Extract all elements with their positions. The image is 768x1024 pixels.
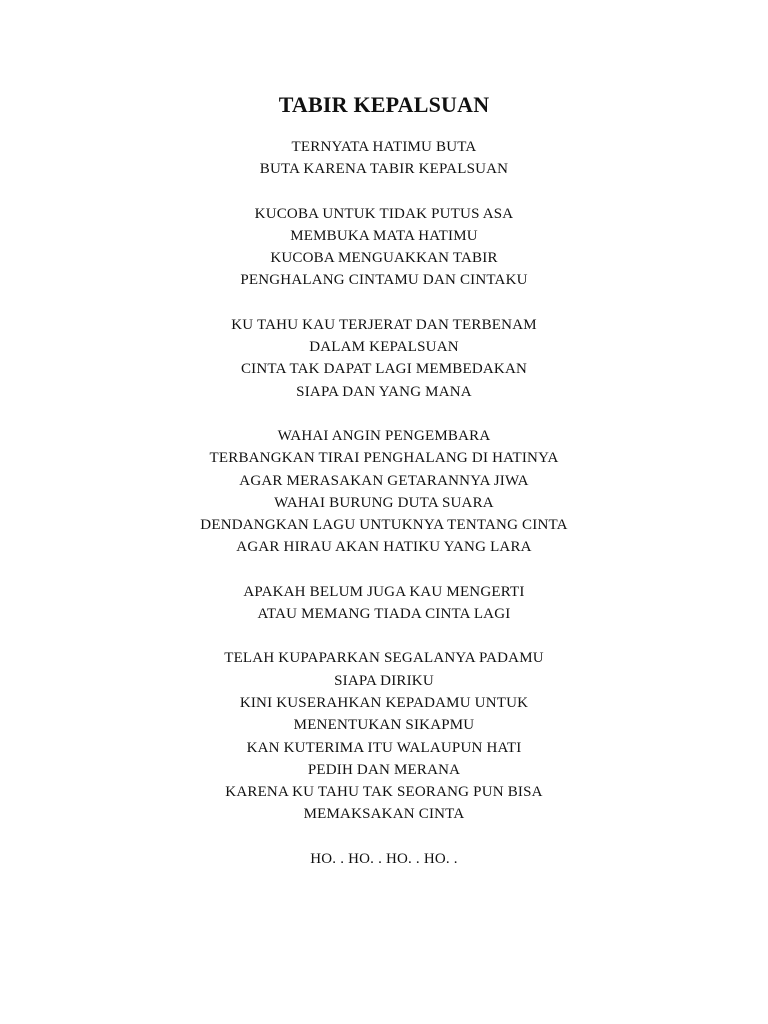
poem-stanza (0, 581, 768, 626)
poem-line: AGAR HIRAU AKAN HATIKU YANG LARA (236, 539, 532, 556)
poem-line: SIAPA DAN YANG MANA (296, 383, 472, 400)
poem-line: MENENTUKAN SIKAPMU (293, 717, 475, 734)
poem-line: AGAR MERASAKAN GETARANNYA JIWA (239, 472, 529, 489)
poem-line: TERBANGKAN TIRAI PENGHALANG DI HATINYA (209, 450, 559, 467)
poem-stanza (0, 314, 768, 403)
poem-line: DENDANGKAN LAGU UNTUKNYA TENTANG CINTA (200, 517, 568, 534)
poem-body (0, 136, 768, 892)
poem-line: KAN KUTERIMA ITU WALAUPUN HATI (246, 739, 522, 756)
poem-stanza (0, 848, 768, 870)
poem-line: KARENA KU TAHU TAK SEORANG PUN BISA (225, 784, 543, 801)
poem-line: MEMBUKA MATA HATIMU (290, 227, 478, 244)
poem-line: KINI KUSERAHKAN KEPADAMU UNTUK (239, 694, 529, 711)
poem-line: BUTA KARENA TABIR KEPALSUAN (259, 161, 509, 178)
poem-stanza (0, 425, 768, 559)
poem-line: MEMAKSAKAN CINTA (303, 806, 465, 823)
poem-line: CINTA TAK DAPAT LAGI MEMBEDAKAN (240, 361, 528, 378)
poem-line: KUCOBA MENGUAKKAN TABIR (270, 250, 498, 267)
poem-line: PEDIH DAN MERANA (307, 761, 461, 778)
poem-line: WAHAI BURUNG DUTA SUARA (274, 494, 494, 511)
poem-line: SIAPA DIRIKU (334, 672, 434, 689)
poem-line: KUCOBA UNTUK TIDAK PUTUS ASA (254, 205, 514, 222)
poem-line: KU TAHU KAU TERJERAT DAN TERBENAM (231, 316, 537, 333)
poem-line: PENGHALANG CINTAMU DAN CINTAKU (240, 272, 528, 289)
poem-line: TERNYATA HATIMU BUTA (291, 139, 477, 155)
poem-title: TABIR KEPALSUAN (278, 92, 490, 117)
poem-stanza (0, 647, 768, 825)
poem-line: ATAU MEMANG TIADA CINTA LAGI (257, 606, 511, 623)
poem-line: WAHAI ANGIN PENGEMBARA (277, 427, 491, 444)
poem-line: TELAH KUPAPARKAN SEGALANYA PADAMU (224, 650, 544, 667)
poem-line: HO. . HO. . HO. . HO. . (310, 850, 458, 867)
poem-line: DALAM KEPALSUAN (309, 339, 459, 356)
poem-stanza (0, 136, 768, 181)
poem-stanza (0, 203, 768, 292)
poem-line: APAKAH BELUM JUGA KAU MENGERTI (243, 583, 525, 600)
